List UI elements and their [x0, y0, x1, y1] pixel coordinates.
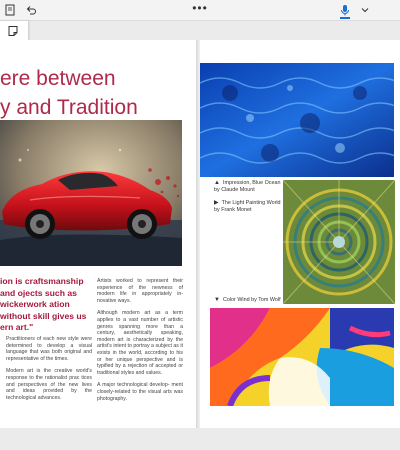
chevron-down-icon[interactable] [358, 3, 372, 17]
note-icon[interactable] [6, 24, 20, 38]
image-caption: ▶ The Light Painting World by Frank Monet [214, 200, 281, 213]
paragraph: Practitioners of each new style were determined to develop a visual language that was both original and representative of the times. [6, 336, 92, 362]
more-options-button[interactable]: ••• [192, 1, 208, 15]
document-icon[interactable] [3, 3, 17, 17]
bottom-bar [0, 428, 400, 450]
page-title-line-1: ere between [0, 67, 116, 90]
blue-ocean-painting-image [200, 63, 394, 177]
image-caption: ▼ Color Wind by Tom Wolf [214, 297, 281, 303]
microphone-icon[interactable] [338, 3, 352, 17]
paragraph: A major technological develop- ment closely-related to the visual arts was photography. [97, 382, 183, 402]
triangle-up-icon: ▲ [214, 180, 220, 186]
subtool-panel [0, 20, 29, 42]
pull-quote: ion is craftsmanship and ojects such as wickerwork ation without skill gives us ern art." [0, 276, 87, 332]
page-title-line-2: y and Tradition [0, 96, 138, 119]
red-sports-car-image [0, 120, 182, 266]
undo-icon[interactable] [24, 3, 38, 17]
paragraph: Although modern art as a term applies to a vast number of artistic genres spanning more than a century, aesthetically speaking, modern art is characterized by the artist's intent to portray a subject as it exists in the world, according to his or her unique perspective and is typified by a rejection of accepted or traditional styles and values. [97, 310, 183, 376]
triangle-down-icon: ▼ [214, 297, 220, 303]
color-wind-painting-image [210, 308, 394, 406]
image-caption: ▲ Impression, Blue Ocean by Claude Mount [214, 180, 281, 193]
text-column-2 [97, 278, 183, 408]
mic-active-indicator [340, 17, 350, 19]
right-page [200, 40, 400, 428]
text-column-1 [6, 336, 92, 407]
triangle-right-icon: ▶ [214, 200, 219, 206]
paragraph: Modern art is the creative world's response to the rationalist prac tices and perspectives of the new lives and ideas provided by the technological advances. [6, 368, 92, 401]
spiral-painting-image [283, 180, 395, 304]
top-toolbar [0, 0, 400, 21]
paragraph: Artists worked to represent their experience of the newness of modern life in appropriately in- novative ways. [97, 278, 183, 304]
left-page [0, 40, 196, 428]
